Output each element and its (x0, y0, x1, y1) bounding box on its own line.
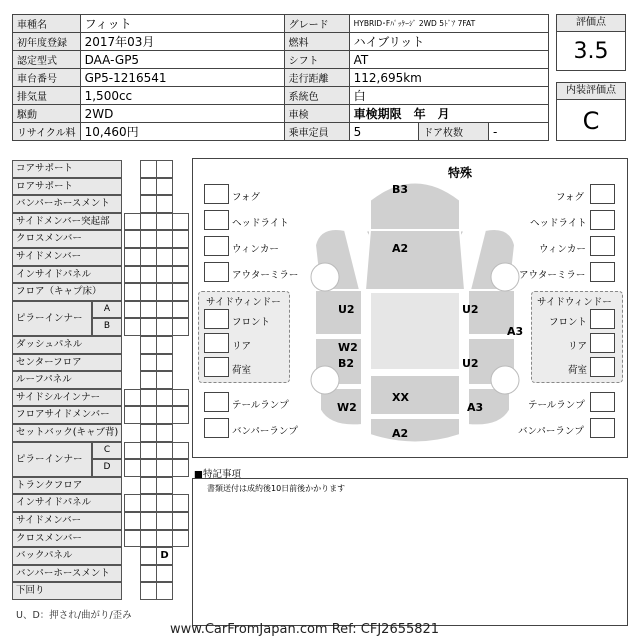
value-doors: - (488, 123, 548, 141)
frame-check-cell[interactable] (172, 530, 189, 548)
label-left-bumperlamp: バンパーランプ (232, 426, 298, 437)
frame-check-cell[interactable] (124, 512, 141, 530)
frame-item-label: トランクフロア (12, 477, 122, 495)
watermark: www.CarFromJapan.com Ref: CFJ2655821 (170, 622, 440, 637)
value-grade: HYBRID･Fﾊﾟｯｹｰｼﾞ 2WD 5ﾄﾞｱ 7FAT (349, 15, 548, 33)
frame-check-cell[interactable] (156, 354, 173, 372)
left-front-wheel (311, 263, 339, 291)
frame-check-cell[interactable] (172, 442, 189, 460)
frame-legend: U、D：押され/曲がり/歪み (16, 610, 132, 621)
roof-panel (370, 292, 460, 370)
checkbox-left-mirror[interactable] (204, 262, 229, 282)
frame-check-cell[interactable] (172, 389, 189, 407)
notes-box (192, 478, 628, 626)
label-right-cargo-window: 荷室 (568, 365, 588, 376)
label-left-fog: フォグ (232, 192, 261, 203)
frame-item-label: インサイドパネル (12, 266, 122, 284)
frame-item-label: バックパネル (12, 547, 122, 565)
back-panel-mark[interactable]: D (156, 547, 173, 565)
frame-check-cell[interactable] (156, 477, 173, 495)
value-capacity: 5 (349, 123, 419, 141)
right-rear-wheel (491, 366, 519, 394)
checkbox-right-front-window[interactable] (590, 309, 615, 329)
label-grade: グレード (284, 15, 349, 33)
code-right-front-door: U2 (462, 303, 479, 316)
label-chassis: 車台番号 (13, 69, 81, 87)
frame-check-cell[interactable] (140, 354, 157, 372)
frame-check-cell[interactable] (140, 301, 157, 319)
hood-panel (370, 183, 460, 231)
frame-check-cell[interactable] (172, 283, 189, 301)
value-color: 白 (349, 87, 548, 105)
frame-item-label: ダッシュパネル (12, 336, 122, 354)
frame-check-cell[interactable] (124, 301, 141, 319)
frame-check-cell[interactable] (124, 389, 141, 407)
frame-check-cell[interactable] (156, 266, 173, 284)
trunk-panel (370, 375, 460, 415)
checkbox-left-headlight[interactable] (204, 210, 229, 230)
label-color: 系統色 (284, 87, 349, 105)
code-right-fender: A3 (507, 325, 524, 338)
frame-check-cell[interactable] (140, 283, 157, 301)
frame-check-cell[interactable] (156, 195, 173, 213)
frame-check-cell[interactable] (140, 213, 157, 231)
rear-bumper (370, 418, 460, 443)
score-value: 3.5 (556, 31, 626, 71)
code-right-quarter: A3 (467, 401, 484, 414)
label-left-front-window: フロント (232, 317, 271, 328)
frame-check-cell[interactable] (140, 477, 157, 495)
label-left-headlight: ヘッドライト (232, 218, 289, 229)
frame-check-cell[interactable] (156, 336, 173, 354)
label-left-mirror: アウターミラー (232, 270, 299, 281)
frame-check-cell[interactable] (140, 424, 157, 442)
frame-check-cell[interactable] (140, 248, 157, 266)
label-left-cargo-window: 荷室 (232, 365, 252, 376)
frame-check-cell[interactable] (156, 213, 173, 231)
frame-item-label: ルーフパネル (12, 371, 122, 389)
frame-item-label: セットバック(キャブ背) (12, 424, 122, 442)
label-doors: ドア枚数 (419, 123, 489, 141)
frame-check-cell[interactable] (172, 494, 189, 512)
label-right-rear-window: リア (568, 341, 588, 352)
checkbox-left-cargo-window[interactable] (204, 357, 229, 377)
code-rear-bumper: A2 (392, 427, 409, 440)
value-displacement: 1,500cc (80, 87, 284, 105)
frame-item-label: コアサポート (12, 160, 122, 178)
checkbox-left-taillamp[interactable] (204, 392, 229, 412)
value-type: DAA-GP5 (80, 51, 284, 69)
value-drive: 2WD (80, 105, 284, 123)
diagram-title: 特殊 (448, 166, 473, 180)
frame-check-cell[interactable] (156, 530, 173, 548)
pillar-sub-label: A (92, 301, 122, 319)
frame-item-label: サイドメンバー突起部 (12, 213, 122, 231)
value-first-reg: 2017年03月 (80, 33, 284, 51)
code-right-rear-door: U2 (462, 357, 479, 370)
value-shift: AT (349, 51, 548, 69)
frame-check-cell[interactable] (140, 160, 157, 178)
frame-check-cell[interactable] (140, 494, 157, 512)
frame-check-cell[interactable] (156, 230, 173, 248)
frame-check-cell[interactable] (140, 266, 157, 284)
frame-check-cell[interactable] (156, 565, 173, 583)
checkbox-right-bumperlamp[interactable] (590, 418, 615, 438)
checkbox-right-taillamp[interactable] (590, 392, 615, 412)
pillar-sub-label: D (92, 459, 122, 477)
frame-check-cell[interactable] (124, 530, 141, 548)
label-left-rear-window: リア (232, 341, 252, 352)
frame-check-cell[interactable] (140, 406, 157, 424)
frame-check-cell[interactable] (156, 406, 173, 424)
frame-check-cell[interactable] (172, 459, 189, 477)
frame-check-cell[interactable] (140, 547, 157, 565)
frame-check-cell[interactable] (172, 406, 189, 424)
frame-item-label: バンパーホースメント (12, 195, 122, 213)
label-mileage: 走行距離 (284, 69, 349, 87)
right-front-wheel (491, 263, 519, 291)
frame-check-cell[interactable] (140, 530, 157, 548)
frame-check-cell[interactable] (156, 442, 173, 460)
frame-item-label: ピラーインナー (12, 301, 92, 336)
checkbox-left-front-window[interactable] (204, 309, 229, 329)
frame-check-cell[interactable] (172, 213, 189, 231)
frame-check-cell[interactable] (124, 442, 141, 460)
code-trunk: XX (392, 391, 409, 404)
code-left-rear-door: W2 (338, 341, 358, 354)
notes-label: ■特記事項 (194, 469, 241, 480)
frame-check-cell[interactable] (140, 230, 157, 248)
checkbox-right-mirror[interactable] (590, 262, 615, 282)
frame-item-label: インサイドパネル (12, 494, 122, 512)
frame-check-cell[interactable] (156, 248, 173, 266)
label-left-winker: ウィンカー (232, 244, 279, 255)
frame-check-cell[interactable] (156, 318, 173, 336)
frame-check-cell[interactable] (124, 459, 141, 477)
frame-check-cell[interactable] (140, 336, 157, 354)
frame-check-cell[interactable] (172, 318, 189, 336)
frame-item-label: サイドメンバー (12, 248, 122, 266)
frame-item-label: 下回り (12, 582, 122, 600)
code-left-quarter: W2 (337, 401, 357, 414)
frame-item-label: フロア（キャプ床） (12, 283, 122, 301)
side-window-label-left: サイドウィンドー (206, 297, 281, 308)
code-hood: B3 (392, 183, 409, 196)
frame-check-cell[interactable] (156, 582, 173, 600)
frame-check-cell[interactable] (140, 371, 157, 389)
pillar-sub-label: B (92, 318, 122, 336)
checkbox-left-bumperlamp[interactable] (204, 418, 229, 438)
frame-check-cell[interactable] (140, 195, 157, 213)
value-mileage: 112,695km (349, 69, 548, 87)
label-right-fog: フォグ (556, 192, 585, 203)
frame-item-label: クロスメンバー (12, 530, 122, 548)
frame-check-cell[interactable] (156, 512, 173, 530)
frame-item-label: フロアサイドメンバー (12, 406, 122, 424)
frame-check-cell[interactable] (172, 301, 189, 319)
car-diagram (300, 170, 530, 455)
label-drive: 駆動 (13, 105, 81, 123)
frame-check-cell[interactable] (156, 424, 173, 442)
checkbox-left-winker[interactable] (204, 236, 229, 256)
frame-check-cell[interactable] (140, 442, 157, 460)
frame-check-cell[interactable] (156, 389, 173, 407)
frame-check-cell[interactable] (172, 230, 189, 248)
frame-check-cell[interactable] (124, 318, 141, 336)
value-chassis: GP5-1216541 (80, 69, 284, 87)
side-window-label-right: サイドウィンドー (537, 297, 612, 308)
frame-check-cell[interactable] (156, 459, 173, 477)
vehicle-info-table (12, 14, 549, 141)
checkbox-left-fog[interactable] (204, 184, 229, 204)
frame-check-cell[interactable] (140, 582, 157, 600)
frame-check-cell[interactable] (124, 406, 141, 424)
label-right-winker: ウィンカー (539, 244, 586, 255)
label-right-front-window: フロント (549, 317, 588, 328)
code-windshield: A2 (392, 242, 409, 255)
checkbox-right-winker[interactable] (590, 236, 615, 256)
frame-check-cell[interactable] (156, 371, 173, 389)
value-recycle: 10,460円 (80, 123, 284, 141)
label-model: 車種名 (13, 15, 81, 33)
frame-check-cell[interactable] (172, 248, 189, 266)
checkbox-right-headlight[interactable] (590, 210, 615, 230)
label-right-bumperlamp: バンパーランプ (518, 426, 584, 437)
notes-text: 書類送付は成約後10日前後かかります (207, 484, 346, 493)
frame-check-cell[interactable] (140, 512, 157, 530)
label-displacement: 排気量 (13, 87, 81, 105)
interior-value: C (556, 99, 626, 141)
frame-check-cell[interactable] (156, 283, 173, 301)
label-right-taillamp: テールランプ (528, 400, 585, 411)
frame-item-label: サイドシルインナー (12, 389, 122, 407)
frame-check-cell[interactable] (140, 318, 157, 336)
label-recycle: リサイクル料 (13, 123, 81, 141)
frame-item-label: バンパーホースメント (12, 565, 122, 583)
label-right-mirror: アウターミラー (519, 270, 586, 281)
frame-item-label: センターフロア (12, 354, 122, 372)
value-fuel: ハイブリット (349, 33, 548, 51)
label-right-headlight: ヘッドライト (530, 218, 587, 229)
frame-check-cell[interactable] (140, 389, 157, 407)
frame-check-cell[interactable] (140, 178, 157, 196)
checkbox-right-rear-window[interactable] (590, 333, 615, 353)
checkbox-left-rear-window[interactable] (204, 333, 229, 353)
left-rear-wheel (311, 366, 339, 394)
frame-check-cell[interactable] (156, 301, 173, 319)
frame-check-cell[interactable] (124, 230, 141, 248)
label-capacity: 乗車定員 (284, 123, 349, 141)
frame-check-cell[interactable] (156, 160, 173, 178)
frame-check-cell[interactable] (156, 494, 173, 512)
roof-front (365, 230, 465, 290)
label-fuel: 燃料 (284, 33, 349, 51)
label-shift: シフト (284, 51, 349, 69)
label-inspection: 車検 (284, 105, 349, 123)
frame-check-cell[interactable] (140, 459, 157, 477)
frame-check-cell[interactable] (140, 565, 157, 583)
pillar-sub-label: C (92, 442, 122, 460)
checkbox-right-fog[interactable] (590, 184, 615, 204)
frame-item-label: ロアサポート (12, 178, 122, 196)
frame-item-label: サイドメンバー (12, 512, 122, 530)
interior-label: 内装評価点 (556, 82, 626, 100)
checkbox-right-cargo-window[interactable] (590, 357, 615, 377)
frame-check-cell[interactable] (172, 266, 189, 284)
frame-check-cell[interactable] (124, 283, 141, 301)
code-left-rear-door2: B2 (338, 357, 355, 370)
frame-check-cell[interactable] (124, 213, 141, 231)
code-left-front-door: U2 (338, 303, 355, 316)
frame-check-cell[interactable] (124, 494, 141, 512)
frame-check-cell[interactable] (124, 266, 141, 284)
value-model: フィット (80, 15, 284, 33)
label-type: 認定型式 (13, 51, 81, 69)
value-inspection: 車検期限 年 月 (349, 105, 548, 123)
frame-check-cell[interactable] (156, 178, 173, 196)
label-first-reg: 初年度登録 (13, 33, 81, 51)
score-label: 評価点 (556, 14, 626, 32)
frame-check-cell[interactable] (172, 512, 189, 530)
label-left-taillamp: テールランプ (232, 400, 289, 411)
frame-check-cell[interactable] (124, 248, 141, 266)
frame-item-label: ピラーインナー (12, 442, 92, 477)
frame-item-label: クロスメンバー (12, 230, 122, 248)
